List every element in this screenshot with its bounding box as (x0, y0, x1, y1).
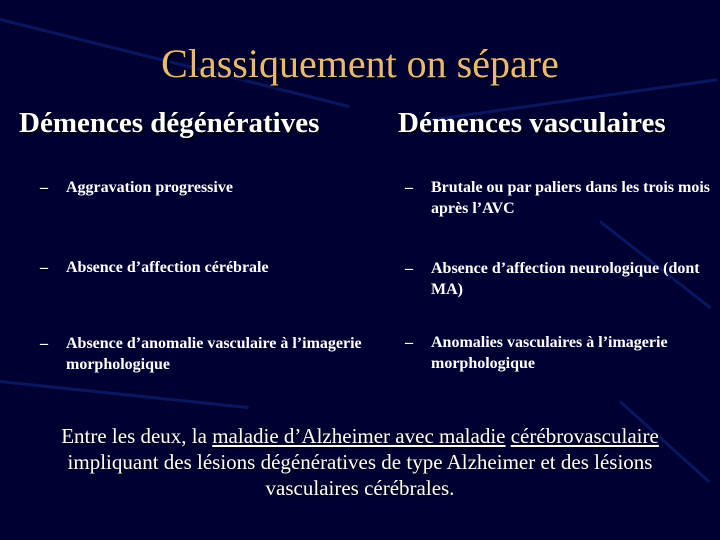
left-item-text: Absence d’affection cérébrale (66, 259, 269, 276)
bullet-dash: – (40, 179, 48, 196)
right-item-text: Brutale ou par paliers dans les trois mois après l’AVC (431, 179, 710, 217)
left-column-heading: Démences dégénératives (19, 107, 320, 139)
footer-underlined-text: cérébrovasculaire (510, 424, 659, 448)
slide-title: Classiquement on sépare (161, 41, 559, 86)
left-item-2 (40, 257, 386, 278)
bullet-dash: – (405, 334, 413, 351)
right-column-heading: Démences vasculaires (398, 107, 666, 139)
bullet-dash: – (40, 259, 48, 276)
right-item-text: Absence d’affection neurologique (dont MA) (431, 260, 700, 298)
left-item-text: Aggravation progressive (66, 179, 233, 196)
footer-text: Entre les deux, la (61, 424, 213, 448)
footer-underlined-text: maladie d’Alzheimer avec maladie (212, 424, 506, 448)
bullet-dash: – (405, 260, 413, 277)
conclusion-text (20, 423, 700, 501)
right-item-3 (405, 332, 720, 374)
right-item-1 (405, 177, 720, 219)
bullet-dash: – (405, 179, 413, 196)
decorative-streak (0, 380, 249, 409)
left-item-1 (40, 177, 386, 198)
left-item-3 (40, 333, 386, 375)
left-item-text: Absence d’anomalie vasculaire à l’imagerie morphologique (66, 335, 362, 373)
bullet-dash: – (40, 335, 48, 352)
footer-text: impliquant des lésions dégénératives de type Alzheimer et des lésions vasculaires cérébrales. (67, 450, 653, 500)
right-item-2 (405, 258, 720, 300)
right-item-text: Anomalies vasculaires à l’imagerie morphologique (431, 334, 668, 372)
